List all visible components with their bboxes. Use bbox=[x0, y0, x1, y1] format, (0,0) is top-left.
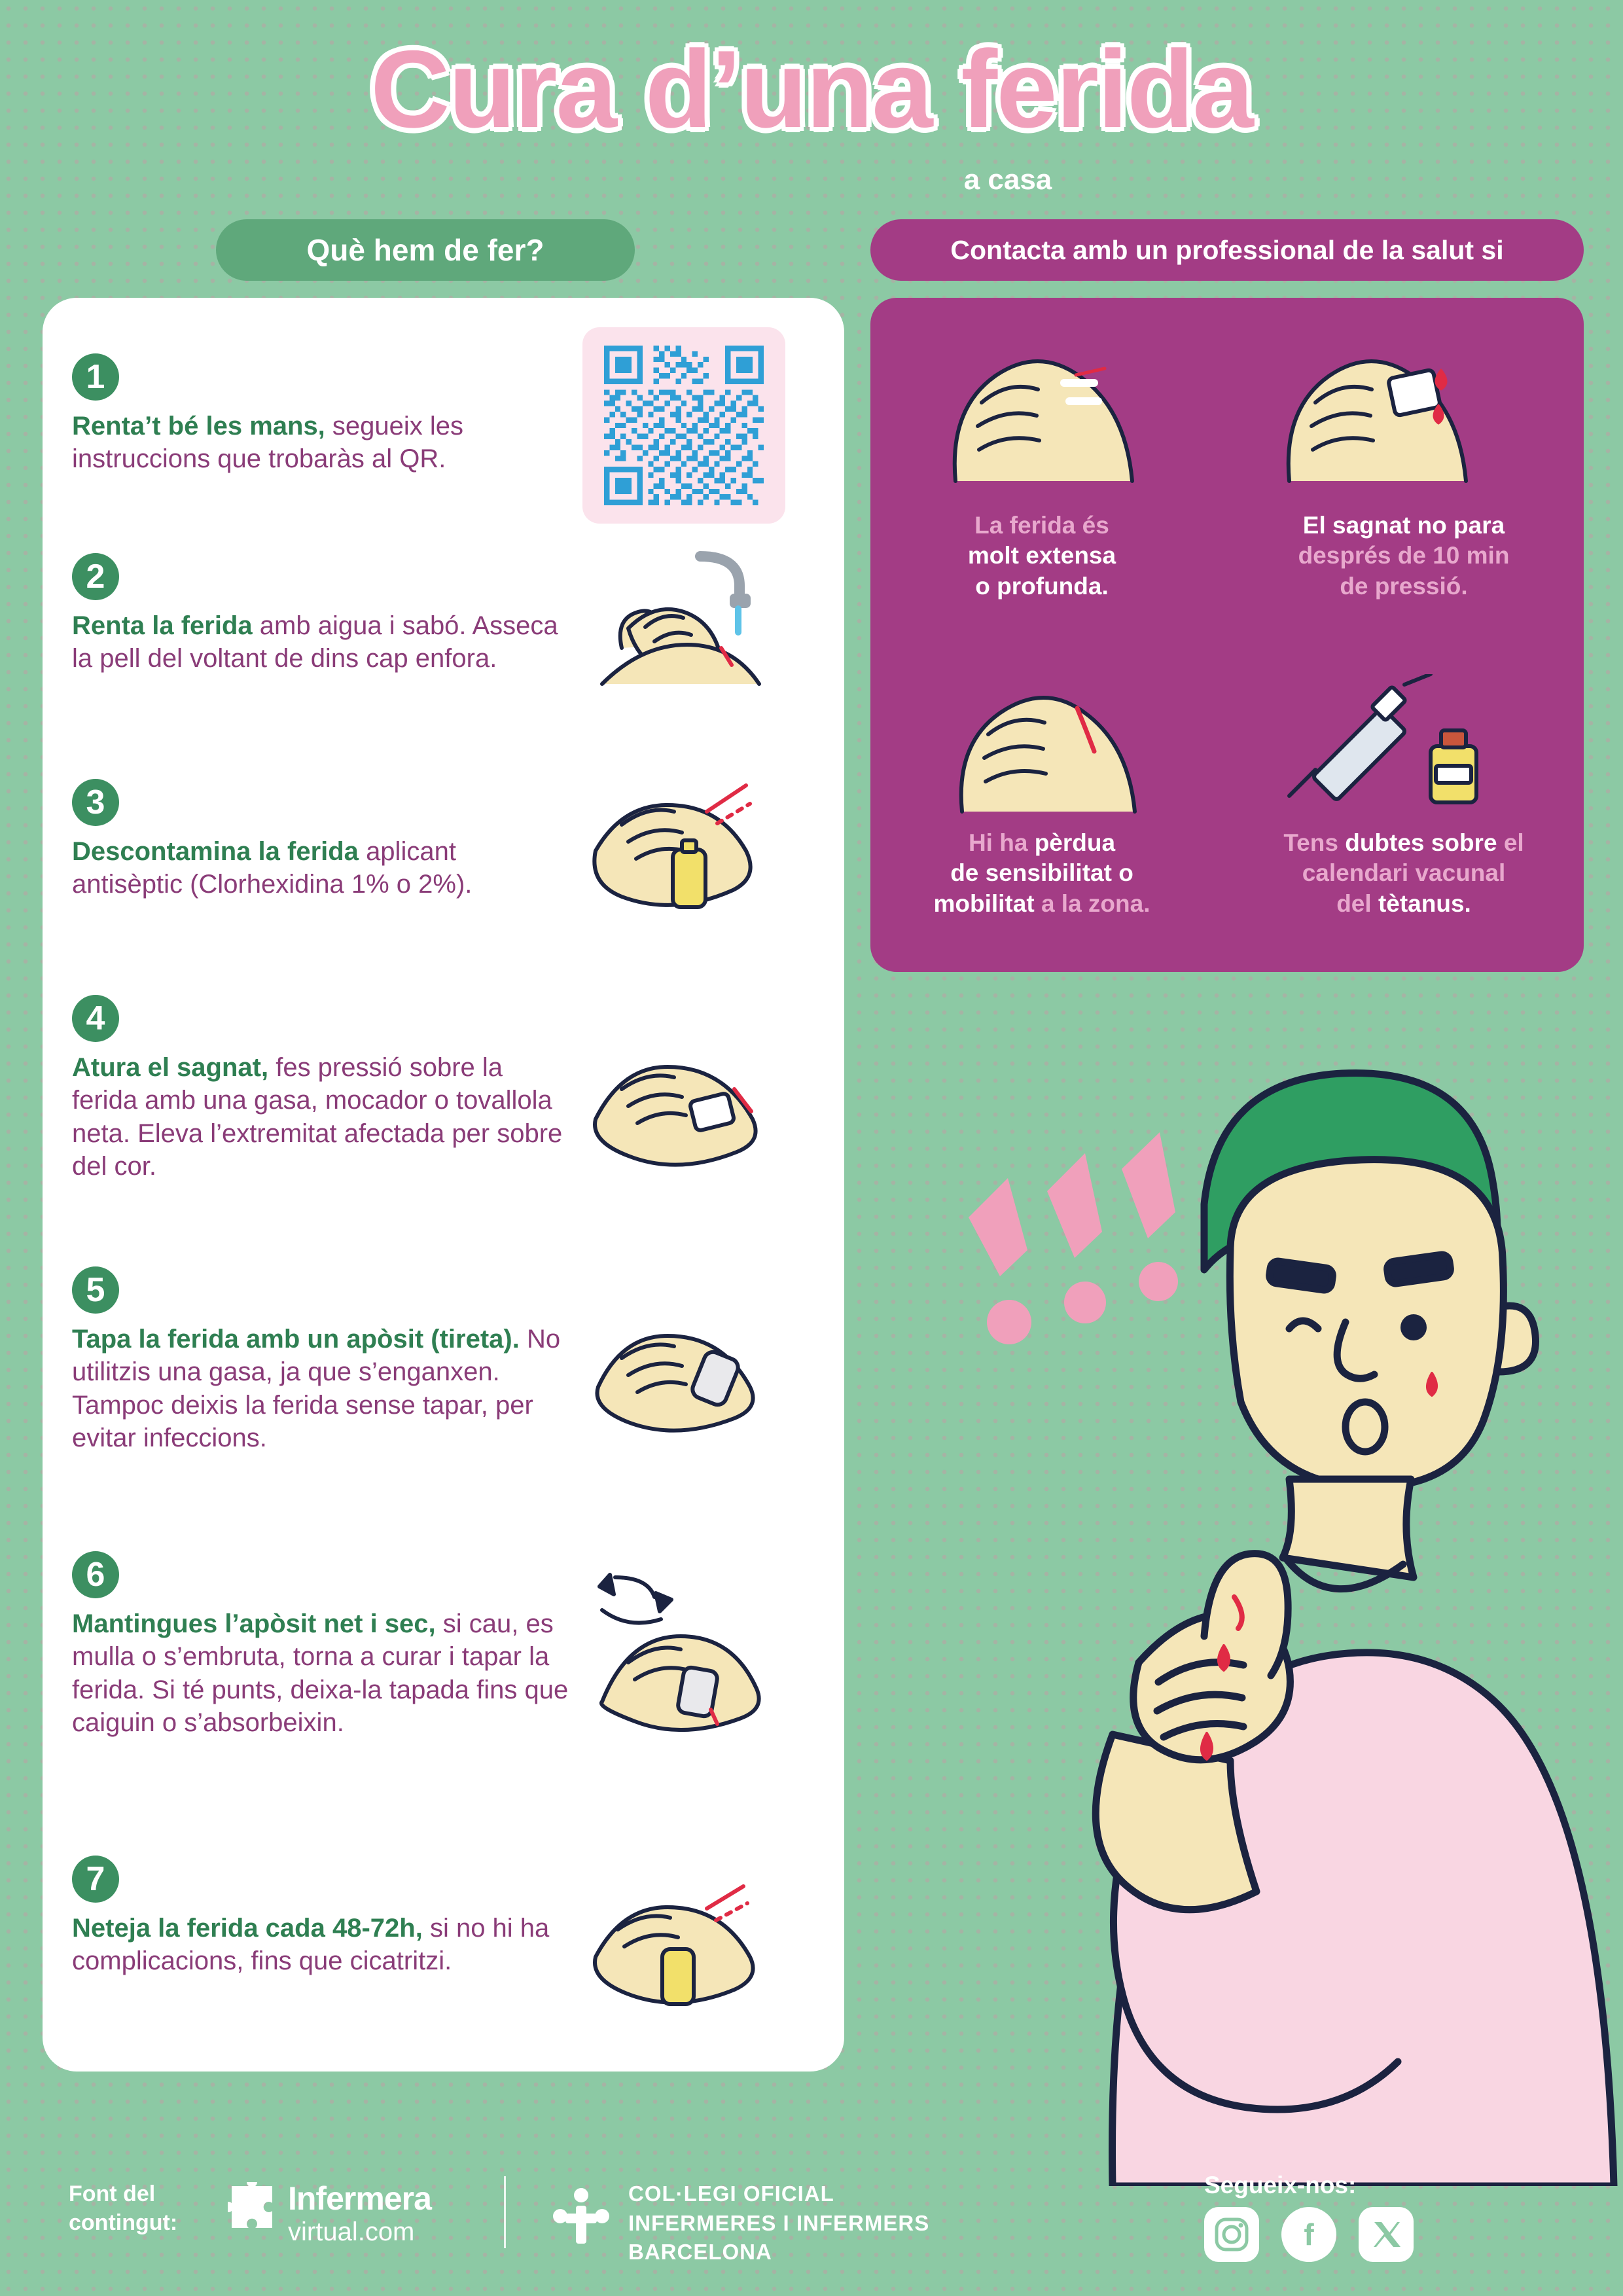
warning-line-2: calendari vacunal bbox=[1302, 859, 1506, 887]
warning-text-tetanus bbox=[1247, 828, 1561, 919]
step-bold-text: Mantingues l’apòsit net i sec, bbox=[72, 1609, 436, 1638]
step-text bbox=[72, 1607, 569, 1740]
source-label bbox=[69, 2179, 177, 2237]
warning-text-sensitivity bbox=[885, 828, 1199, 919]
step-text bbox=[72, 1912, 569, 1978]
college-line2: INFERMERES I INFERMERS bbox=[628, 2210, 930, 2235]
social-links bbox=[1204, 2207, 1414, 2262]
qr-code-container[interactable] bbox=[582, 327, 785, 524]
warning-line-3: de pressió. bbox=[1340, 572, 1468, 600]
section-heading-warnings: Contacta amb un professional de la salut si bbox=[870, 219, 1584, 281]
step-rest-text: segueix les instruccions que trobaràs al QR. bbox=[72, 412, 464, 474]
step-3 bbox=[72, 779, 569, 901]
step-number-badge: 1 bbox=[72, 353, 119, 401]
warning-line-3-bold: mobilitat bbox=[933, 889, 1035, 917]
step-text bbox=[72, 1051, 569, 1183]
warning-text-bleeding bbox=[1247, 511, 1561, 601]
page-subtitle: a casa bbox=[963, 164, 1052, 196]
syringe-vaccine-illustration bbox=[1276, 674, 1492, 825]
college-cross-icon bbox=[550, 2186, 613, 2249]
warning-line-1: La ferida és bbox=[974, 512, 1109, 539]
step-rest-text: fes pressió sobre la ferida amb una gasa, mocador o tovallola neta. Eleva l’extremitat afectada per sobre del cor. bbox=[72, 1053, 563, 1181]
step-rest-text: si cau, es mulla o s’embruta, torna a curar i tapar la ferida. Si té punts, deixa-la tapada fins que caiguin o s’absorbeixin. bbox=[72, 1609, 569, 1738]
step-5 bbox=[72, 1266, 569, 1455]
warning-line-3: o profunda. bbox=[975, 572, 1109, 600]
step-text bbox=[72, 410, 569, 476]
step-4 bbox=[72, 995, 569, 1183]
replace-dressing-illustration bbox=[576, 1571, 779, 1734]
step-bold-text: Tapa la ferida amb un apòsit (tireta). bbox=[72, 1325, 520, 1354]
warning-line-1-bold: pèrdua bbox=[1034, 829, 1116, 856]
warning-line-3-light: a la zona. bbox=[1041, 889, 1150, 917]
step-bold-text: Renta la ferida bbox=[72, 611, 253, 640]
step-number-badge: 4 bbox=[72, 995, 119, 1042]
warning-line-2: després de 10 min bbox=[1298, 542, 1510, 569]
deep-cut-illustration bbox=[936, 324, 1152, 501]
college-line3: BARCELONA bbox=[628, 2240, 772, 2265]
step-rest-text: aplicant antisèptic (Clorhexidina 1% o 2%). bbox=[72, 837, 473, 899]
step-bold-text: Renta’t bé les mans, bbox=[72, 412, 325, 440]
infermera-line1: Infermera bbox=[288, 2180, 431, 2217]
page-title: Cura d’una ferida bbox=[370, 27, 1253, 151]
step-text bbox=[72, 609, 569, 675]
numbness-illustration bbox=[942, 661, 1158, 825]
x-twitter-icon[interactable] bbox=[1359, 2207, 1414, 2262]
college-line1: COL·LEGI OFICIAL bbox=[628, 2181, 834, 2206]
warning-line-1: El sagnat no para bbox=[1302, 512, 1505, 539]
step-number-badge: 6 bbox=[72, 1551, 119, 1598]
warning-line-1-light: Hi ha bbox=[968, 829, 1028, 856]
bleeding-gauze-illustration bbox=[1270, 324, 1486, 501]
step-number-badge: 2 bbox=[72, 553, 119, 600]
facebook-icon[interactable]: f bbox=[1281, 2207, 1336, 2262]
step-7 bbox=[72, 1856, 569, 1978]
step-number-badge: 5 bbox=[72, 1266, 119, 1314]
step-bold-text: Neteja la ferida cada 48-72h, bbox=[72, 1914, 423, 1943]
step-6 bbox=[72, 1551, 569, 1740]
puzzle-piece-icon bbox=[228, 2182, 276, 2231]
warning-line-2: molt extensa bbox=[967, 542, 1116, 569]
college-name bbox=[628, 2179, 929, 2267]
step-number-badge: 3 bbox=[72, 779, 119, 826]
instagram-icon[interactable] bbox=[1204, 2207, 1259, 2262]
infermera-virtual-logo[interactable] bbox=[288, 2179, 431, 2247]
plaster-illustration bbox=[582, 1306, 779, 1443]
warning-line-2: de sensibilitat o bbox=[950, 859, 1133, 887]
infermera-line2: virtual.com bbox=[288, 2217, 415, 2246]
section-heading-steps: Què hem de fer? bbox=[216, 219, 635, 281]
step-bold-text: Descontamina la ferida bbox=[72, 837, 359, 866]
step-number-badge: 7 bbox=[72, 1856, 119, 1903]
step-rest-text: si no hi ha complicacions, fins que cicatritzi. bbox=[72, 1914, 550, 1976]
warning-text-deep-wound bbox=[885, 511, 1199, 601]
source-label-line1: Font del bbox=[69, 2181, 156, 2206]
step-bold-text: Atura el sagnat, bbox=[72, 1053, 269, 1082]
warning-line-3-light: del bbox=[1336, 889, 1372, 917]
antiseptic-bottle-illustration bbox=[576, 772, 779, 923]
step-text bbox=[72, 1323, 569, 1455]
step-text bbox=[72, 835, 569, 901]
hand-under-tap-illustration bbox=[582, 550, 779, 713]
press-gauze-illustration bbox=[582, 1034, 779, 1178]
footer-divider bbox=[504, 2176, 506, 2248]
warning-line-1-light: Tens bbox=[1283, 829, 1338, 856]
warning-line-3-bold: tètanus. bbox=[1378, 889, 1471, 917]
warning-line-1-bold: dubtes sobre bbox=[1345, 829, 1497, 856]
qr-code-icon bbox=[604, 346, 764, 505]
step-rest-text: amb aigua i sabó. Asseca la pell del voltant de dins cap enfora. bbox=[72, 611, 558, 673]
source-label-line2: contingut: bbox=[69, 2210, 178, 2236]
warning-line-1-light2: el bbox=[1503, 829, 1524, 856]
follow-label: Segueix-nos: bbox=[1204, 2172, 1357, 2198]
step-rest-text: No utilitzis una gasa, ja que s’enganxen. Tampoc deixis la ferida sense tapar, per evitar infeccions. bbox=[72, 1325, 561, 1453]
clean-wound-illustration bbox=[576, 1872, 779, 2022]
step-1 bbox=[72, 353, 569, 476]
person-with-hand-wound-illustration bbox=[772, 969, 1623, 2186]
step-2 bbox=[72, 553, 569, 675]
